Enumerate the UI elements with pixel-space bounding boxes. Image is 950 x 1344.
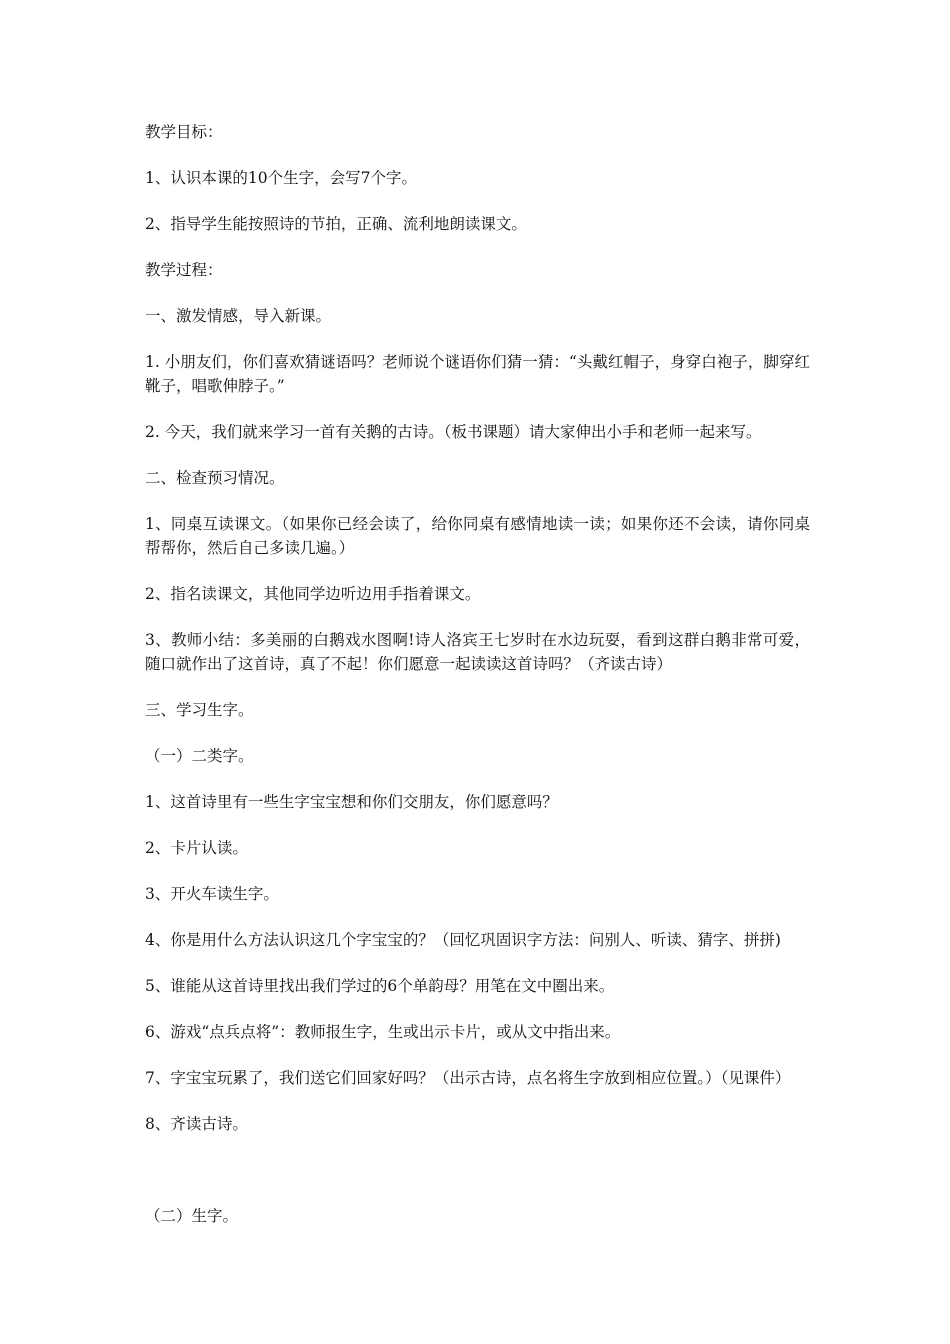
section-heading-2: 二、检查预习情况。 (145, 469, 285, 487)
heading-teaching-goals: 教学目标： (145, 123, 223, 141)
subsection-1-item-5: 5、谁能从这首诗里找出我们学过的6个单韵母？用笔在文中圈出来。 (145, 977, 615, 995)
goal-item-1: 1、认识本课的10个生字，会写7个字。 (145, 169, 417, 187)
subsection-1-item-2: 2、卡片认读。 (145, 839, 248, 857)
goal-item-2: 2、指导学生能按照诗的节拍，正确、流利地朗读课文。 (145, 215, 527, 233)
heading-teaching-process: 教学过程： (145, 261, 223, 279)
subsection-heading-1: （一）二类字。 (145, 747, 254, 765)
section-heading-3: 三、学习生字。 (145, 701, 254, 719)
subsection-1-item-3: 3、开火车读生字。 (145, 885, 279, 903)
subsection-1-item-4: 4、你是用什么方法认识这几个字宝宝的？（回忆巩固识字方法：问别人、听读、猜字、拼拼) (145, 931, 781, 949)
subsection-1-item-7: 7、字宝宝玩累了，我们送它们回家好吗？（出示古诗，点名将生字放到相应位置。）（见课件） (145, 1069, 791, 1087)
subsection-1-item-8: 8、齐读古诗。 (145, 1115, 248, 1133)
section-1-item-1: 1. 小朋友们，你们喜欢猜谜语吗？老师说个谜语你们猜一猜：“头戴红帽子，身穿白袍子，脚穿红靴子，唱歌伸脖子。” (145, 353, 810, 395)
subsection-1-item-6: 6、游戏“点兵点将”：教师报生字，生或出示卡片，或从文中指出来。 (145, 1023, 621, 1041)
subsection-1-item-1: 1、这首诗里有一些生字宝宝想和你们交朋友，你们愿意吗？ (145, 793, 558, 811)
section-2-item-3: 3、教师小结：多美丽的白鹅戏水图啊!诗人洛宾王七岁时在水边玩耍，看到这群白鹅非常可爱，随口就作出了这首诗，真了不起！你们愿意一起读读这首诗吗？（齐读古诗） (145, 631, 810, 673)
subsection-heading-2: （二）生字。 (145, 1207, 239, 1225)
section-heading-1: 一、激发情感，导入新课。 (145, 307, 332, 325)
blank-line (145, 1158, 810, 1204)
section-2-item-1: 1、同桌互读课文。（如果你已经会读了，给你同桌有感情地读一读；如果你还不会读，请你同桌帮帮你，然后自己多读几遍。） (145, 515, 810, 557)
section-1-item-2: 2. 今天，我们就来学习一首有关鹅的古诗。（板书课题）请大家伸出小手和老师一起来写。 (145, 423, 762, 441)
document-body (145, 120, 810, 1250)
section-2-item-2: 2、指名读课文，其他同学边听边用手指着课文。 (145, 585, 481, 603)
